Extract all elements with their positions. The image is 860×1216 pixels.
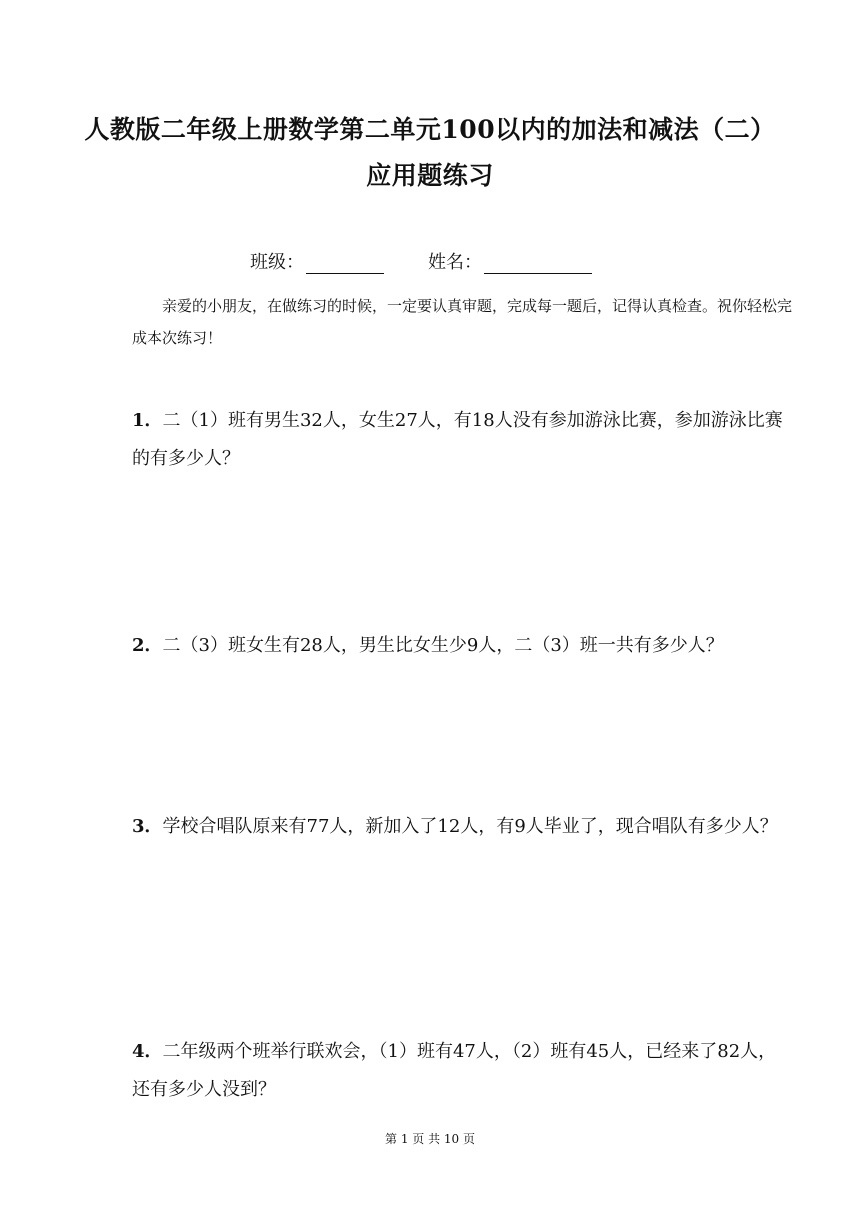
question-number: 3． (132, 816, 163, 837)
question-number: 2． (132, 635, 163, 656)
question-3 (132, 808, 792, 846)
student-info-row (250, 248, 592, 274)
intro-text: 亲爱的小朋友，在做练习的时候，一定要认真审题，完成每一题后，记得认真检查。祝你轻松完成本次练习！ (132, 297, 793, 347)
question-1 (132, 402, 792, 478)
question-text: 二年级两个班举行联欢会，（1）班有47人，（2）班有45人，已经来了82人，还有多少人没到？ (132, 1041, 777, 1100)
page-footer: 第 1 页 共 10 页 (385, 1132, 475, 1146)
question-text: 二（3）班女生有28人，男生比女生少9人，二（3）班一共有多少人？ (162, 635, 724, 656)
class-label: 班级： (250, 252, 304, 273)
worksheet-title: 人教版二年级上册数学第二单元100以内的加法和减法（二） (84, 115, 776, 144)
question-4 (132, 1033, 792, 1109)
question-text: 二（1）班有男生32人，女生27人，有18人没有参加游泳比赛，参加游泳比赛的有多少人？ (132, 410, 783, 469)
worksheet-subtitle: 应用题练习 (366, 161, 494, 190)
question-number: 4． (132, 1041, 163, 1062)
class-blank-line[interactable] (306, 253, 384, 274)
question-number: 1． (132, 410, 163, 431)
question-2 (132, 627, 792, 665)
question-text: 学校合唱队原来有77人，新加入了12人，有9人毕业了，现合唱队有多少人？ (162, 816, 778, 837)
name-label: 姓名： (428, 252, 482, 273)
name-blank-line[interactable] (484, 253, 592, 274)
